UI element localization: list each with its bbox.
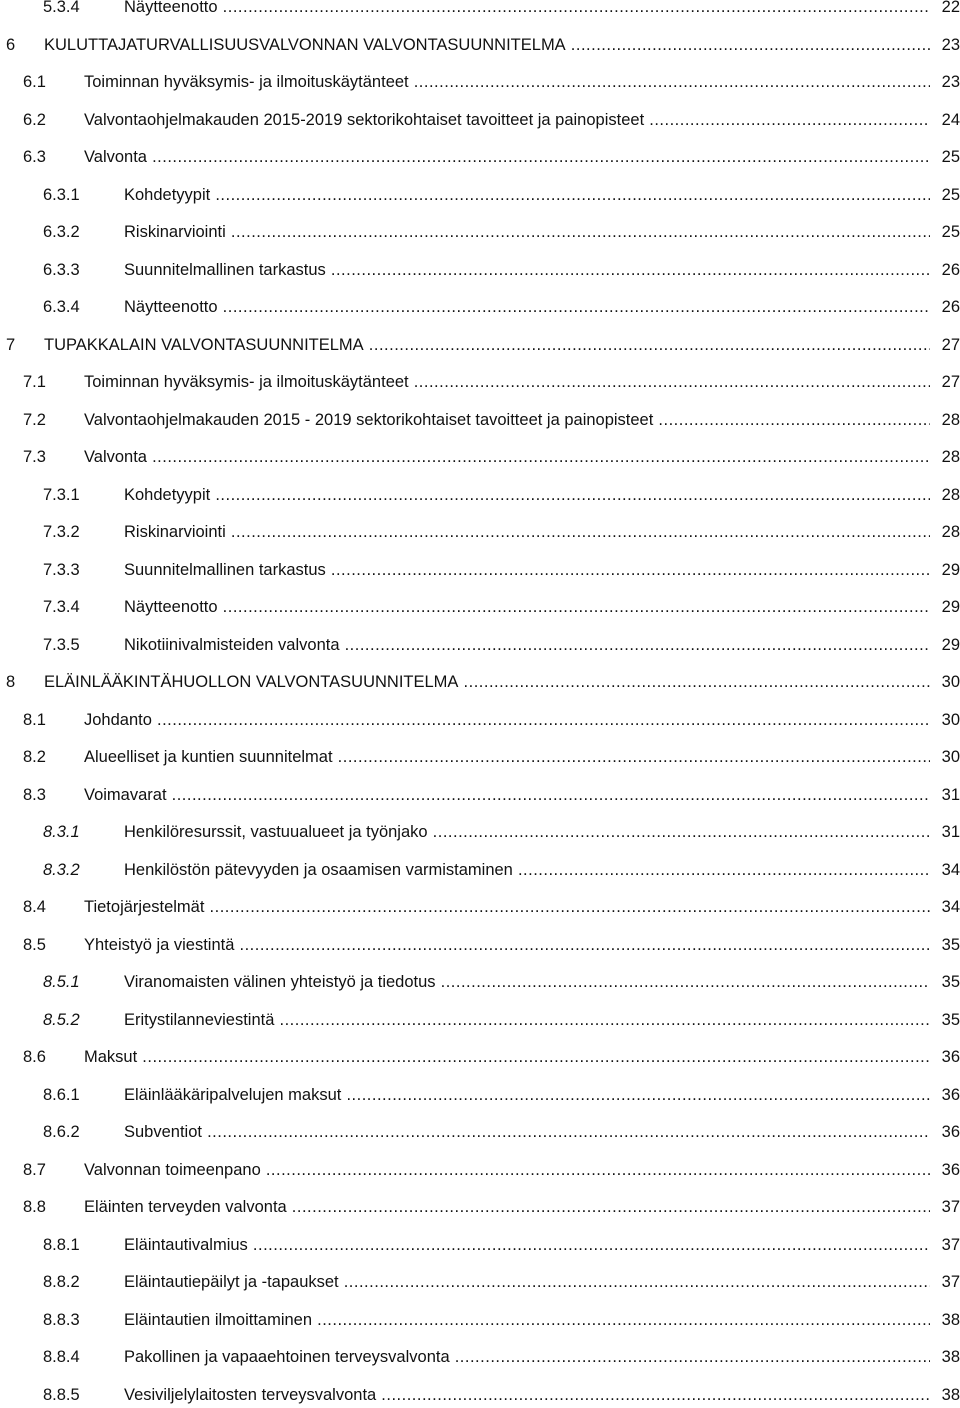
toc-entry-page-number: 35 <box>930 1007 960 1033</box>
toc-entry-page-number: 28 <box>930 444 960 470</box>
toc-entry[interactable] <box>0 1157 960 1183</box>
toc-entry-number: 7.1 <box>23 373 46 391</box>
toc-entry-leader <box>124 482 930 508</box>
toc-entry-page-number: 29 <box>930 557 960 583</box>
toc-entry-leader <box>44 32 930 58</box>
toc-entry-page-number: 27 <box>930 332 960 358</box>
toc-entry[interactable] <box>0 632 960 658</box>
toc-entry[interactable] <box>0 1232 960 1258</box>
toc-entry-leader <box>84 107 930 133</box>
toc-entry[interactable] <box>0 1344 960 1370</box>
toc-entry-page-number: 24 <box>930 107 960 133</box>
toc-entry[interactable] <box>0 1119 960 1145</box>
toc-entry-title: Eläintautivalmius <box>124 1235 248 1254</box>
toc-entry-title: ELÄINLÄÄKINTÄHUOLLON VALVONTASUUNNITELMA <box>44 673 459 691</box>
toc-entry-number: 6 <box>6 35 16 54</box>
toc-entry-number: 8.5 <box>23 935 46 954</box>
toc-entry[interactable] <box>0 407 960 433</box>
toc-entry-leader <box>124 1344 930 1370</box>
toc-entry-title: Riskinarviointi <box>124 523 226 541</box>
toc-entry-number: 8.8.4 <box>43 1348 80 1366</box>
toc-entry[interactable] <box>0 969 960 995</box>
toc-entry-number: 7.3.1 <box>43 485 80 504</box>
toc-entry-page-number: 25 <box>930 182 960 208</box>
toc-entry[interactable] <box>0 669 960 695</box>
toc-entry-title: Tietojärjestelmät <box>84 898 205 916</box>
toc-entry-leader <box>84 444 930 470</box>
toc-entry-page-number: 37 <box>930 1232 960 1258</box>
toc-entry-page-number: 34 <box>930 857 960 883</box>
toc-entry-page-number: 36 <box>930 1157 960 1183</box>
toc-entry-page-number: 38 <box>930 1382 960 1408</box>
toc-entry-number: 6.3.3 <box>43 260 80 279</box>
toc-entry[interactable] <box>0 1269 960 1295</box>
toc-entry[interactable] <box>0 257 960 283</box>
toc-entry[interactable] <box>0 444 960 470</box>
toc-entry-title: TUPAKKALAIN VALVONTASUUNNITELMA <box>44 335 364 354</box>
toc-entry[interactable] <box>0 744 960 770</box>
toc-entry-leader <box>44 669 930 695</box>
toc-entry[interactable] <box>0 482 960 508</box>
toc-entry-title: Eläintautiepäilyt ja -tapaukset <box>124 1273 339 1291</box>
toc-entry-leader <box>84 1194 930 1220</box>
toc-entry[interactable] <box>0 0 960 20</box>
toc-entry-leader <box>44 332 930 358</box>
toc-entry-title: Näytteenotto <box>124 0 218 16</box>
toc-entry-number: 6.3.2 <box>43 223 80 241</box>
toc-entry-leader <box>84 707 930 733</box>
toc-entry[interactable] <box>0 182 960 208</box>
toc-entry[interactable] <box>0 519 960 545</box>
toc-entry-title: Valvontaohjelmakauden 2015 - 2019 sektorikohtaiset tavoitteet ja painopisteet <box>84 410 654 429</box>
toc-entry-number: 8.8.2 <box>43 1273 80 1291</box>
toc-entry-leader <box>124 219 930 245</box>
toc-entry-title: Eläinten terveyden valvonta <box>84 1198 287 1216</box>
toc-entry-page-number: 28 <box>930 519 960 545</box>
toc-entry-page-number: 22 <box>930 0 960 20</box>
toc-entry-leader <box>124 257 930 283</box>
toc-entry-title: Näytteenotto <box>124 598 218 616</box>
toc-entry[interactable] <box>0 1044 960 1070</box>
toc-entry[interactable] <box>0 1007 960 1033</box>
toc-entry-title: Valvonta <box>84 148 147 166</box>
toc-entry[interactable] <box>0 1082 960 1108</box>
toc-entry-number: 8.5.1 <box>43 973 80 991</box>
toc-entry[interactable] <box>0 707 960 733</box>
toc-entry-title: Viranomaisten välinen yhteistyö ja tiedotus <box>124 973 436 991</box>
toc-entry-title: Toiminnan hyväksymis- ja ilmoituskäytänteet <box>84 73 409 91</box>
toc-entry-leader <box>124 182 930 208</box>
toc-entry-leader <box>124 1082 930 1108</box>
toc-entry-page-number: 28 <box>930 482 960 508</box>
toc-entry-leader <box>84 932 930 958</box>
toc-entry-number: 6.3 <box>23 148 46 166</box>
toc-entry[interactable] <box>0 1194 960 1220</box>
toc-entry-page-number: 35 <box>930 969 960 995</box>
toc-entry-page-number: 26 <box>930 294 960 320</box>
toc-entry-leader <box>84 782 930 808</box>
toc-entry-page-number: 25 <box>930 219 960 245</box>
toc-entry-leader <box>84 407 930 433</box>
toc-entry-title: Johdanto <box>84 710 152 729</box>
toc-entry-leader <box>124 1269 930 1295</box>
toc-entry-page-number: 23 <box>930 69 960 95</box>
toc-entry-title: Voimavarat <box>84 785 167 804</box>
toc-entry-number: 7.3 <box>23 448 46 466</box>
toc-entry[interactable] <box>0 557 960 583</box>
toc-entry[interactable] <box>0 782 960 808</box>
toc-entry[interactable] <box>0 932 960 958</box>
toc-entry-title: Nikotiinivalmisteiden valvonta <box>124 635 340 654</box>
toc-entry-page-number: 28 <box>930 407 960 433</box>
toc-entry-leader <box>84 369 930 395</box>
toc-entry-title: Eritystilanneviestintä <box>124 1010 275 1029</box>
toc-entry-page-number: 37 <box>930 1194 960 1220</box>
toc-entry-title: Subventiot <box>124 1123 202 1141</box>
toc-entry-leader <box>124 1307 930 1333</box>
toc-entry-title: Yhteistyö ja viestintä <box>84 935 235 954</box>
toc-entry-leader <box>124 632 930 658</box>
toc-entry-number: 8 <box>6 673 16 691</box>
toc-entry-title: Suunnitelmallinen tarkastus <box>124 260 326 279</box>
toc-entry-leader <box>124 819 930 845</box>
toc-entry-number: 8.2 <box>23 748 46 766</box>
toc-entry-title: Vesiviljelylaitosten terveysvalvonta <box>124 1385 377 1404</box>
toc-entry-page-number: 31 <box>930 782 960 808</box>
toc-entry[interactable] <box>0 1382 960 1408</box>
toc-entry-number: 8.6.2 <box>43 1123 80 1141</box>
toc-entry-title: Toiminnan hyväksymis- ja ilmoituskäytänteet <box>84 373 409 391</box>
toc-entry-page-number: 29 <box>930 632 960 658</box>
toc-entry-page-number: 26 <box>930 257 960 283</box>
toc-entry[interactable] <box>0 69 960 95</box>
toc-entry-number: 7.3.2 <box>43 523 80 541</box>
toc-entry-leader <box>124 857 930 883</box>
toc-entry-page-number: 25 <box>930 144 960 170</box>
toc-entry-title: Riskinarviointi <box>124 223 226 241</box>
toc-entry-number: 7.3.4 <box>43 598 80 616</box>
toc-entry-page-number: 31 <box>930 819 960 845</box>
toc-entry-page-number: 30 <box>930 744 960 770</box>
toc-entry-title: Suunnitelmallinen tarkastus <box>124 560 326 579</box>
toc-entry-page-number: 29 <box>930 594 960 620</box>
toc-entry-title: Alueelliset ja kuntien suunnitelmat <box>84 748 333 766</box>
toc-entry-number: 8.1 <box>23 710 46 729</box>
toc-entry[interactable] <box>0 332 960 358</box>
toc-entry-number: 7.3.3 <box>43 560 80 579</box>
toc-entry-title: Näytteenotto <box>124 298 218 316</box>
toc-entry-leader <box>84 69 930 95</box>
toc-entry-number: 6.3.1 <box>43 185 80 204</box>
toc-entry[interactable] <box>0 144 960 170</box>
toc-entry-title: Valvontaohjelmakauden 2015-2019 sektorikohtaiset tavoitteet ja painopisteet <box>84 110 645 129</box>
toc-entry[interactable] <box>0 369 960 395</box>
toc-entry-leader <box>124 294 930 320</box>
toc-entry-page-number: 36 <box>930 1119 960 1145</box>
toc-entry-number: 6.2 <box>23 110 46 129</box>
toc-entry-number: 8.4 <box>23 898 46 916</box>
toc-entry-leader <box>124 1232 930 1258</box>
toc-entry-number: 7.3.5 <box>43 635 80 654</box>
toc-entry[interactable] <box>0 294 960 320</box>
toc-entry-title: Maksut <box>84 1048 138 1066</box>
toc-entry-title: KULUTTAJATURVALLISUUSVALVONNAN VALVONTASUUNNITELMA <box>44 35 566 54</box>
toc-entry-number: 8.8.3 <box>43 1310 80 1329</box>
toc-entry-leader <box>124 594 930 620</box>
toc-entry-leader <box>84 894 930 920</box>
toc-entry-page-number: 34 <box>930 894 960 920</box>
toc-entry-number: 8.3 <box>23 785 46 804</box>
toc-entry-page-number: 30 <box>930 669 960 695</box>
toc-entry-page-number: 38 <box>930 1344 960 1370</box>
toc-entry-title: Kohdetyypit <box>124 485 211 504</box>
toc-entry-title: Eläinlääkäripalvelujen maksut <box>124 1085 342 1104</box>
toc-entry-page-number: 30 <box>930 707 960 733</box>
toc-entry[interactable] <box>0 32 960 58</box>
toc-entry-leader <box>84 144 930 170</box>
toc-entry-number: 8.8 <box>23 1198 46 1216</box>
toc-entry-page-number: 37 <box>930 1269 960 1295</box>
toc-entry-number: 8.6 <box>23 1048 46 1066</box>
toc-entry-number: 8.8.1 <box>43 1235 80 1254</box>
toc-entry-number: 8.6.1 <box>43 1085 80 1104</box>
toc-entry-title: Henkilöresurssit, vastuualueet ja työnjako <box>124 823 428 841</box>
toc-entry-number: 8.7 <box>23 1160 46 1179</box>
toc-entry-number: 6.1 <box>23 73 46 91</box>
toc-entry-number: 8.3.1 <box>43 823 80 841</box>
toc-entry-title: Valvonta <box>84 448 147 466</box>
toc-entry[interactable] <box>0 894 960 920</box>
toc-entry-leader <box>124 519 930 545</box>
toc-entry-number: 5.3.4 <box>43 0 80 16</box>
toc-entry-leader <box>124 557 930 583</box>
toc-entry[interactable] <box>0 819 960 845</box>
toc-entry-number: 7 <box>6 335 16 354</box>
toc-entry[interactable] <box>0 1307 960 1333</box>
toc-entry-number: 8.8.5 <box>43 1385 80 1404</box>
toc-entry-leader <box>124 1382 930 1408</box>
toc-entry[interactable] <box>0 594 960 620</box>
toc-entry-leader <box>84 1044 930 1070</box>
toc-entry-number: 7.2 <box>23 410 46 429</box>
toc-entry-title: Henkilöstön pätevyyden ja osaamisen varmistaminen <box>124 860 513 879</box>
toc-entry-title: Pakollinen ja vapaaehtoinen terveysvalvonta <box>124 1348 450 1366</box>
toc-entry-leader <box>124 969 930 995</box>
toc-entry-leader <box>124 0 930 20</box>
toc-entry[interactable] <box>0 107 960 133</box>
toc-entry-leader <box>84 744 930 770</box>
toc-entry-title: Eläintautien ilmoittaminen <box>124 1310 313 1329</box>
toc-entry-leader <box>124 1119 930 1145</box>
toc-entry-number: 6.3.4 <box>43 298 80 316</box>
toc-entry-page-number: 35 <box>930 932 960 958</box>
toc-entry-page-number: 23 <box>930 32 960 58</box>
toc-entry-leader <box>124 1007 930 1033</box>
toc-entry[interactable] <box>0 219 960 245</box>
toc-entry-number: 8.5.2 <box>43 1010 80 1029</box>
toc-entry-page-number: 36 <box>930 1082 960 1108</box>
toc-entry-title: Valvonnan toimeenpano <box>84 1160 261 1179</box>
toc-entry-title: Kohdetyypit <box>124 185 211 204</box>
toc-entry-number: 8.3.2 <box>43 860 80 879</box>
toc-entry-page-number: 36 <box>930 1044 960 1070</box>
toc-entry-page-number: 38 <box>930 1307 960 1333</box>
toc-entry[interactable] <box>0 857 960 883</box>
toc-entry-page-number: 27 <box>930 369 960 395</box>
toc-entry-leader <box>84 1157 930 1183</box>
